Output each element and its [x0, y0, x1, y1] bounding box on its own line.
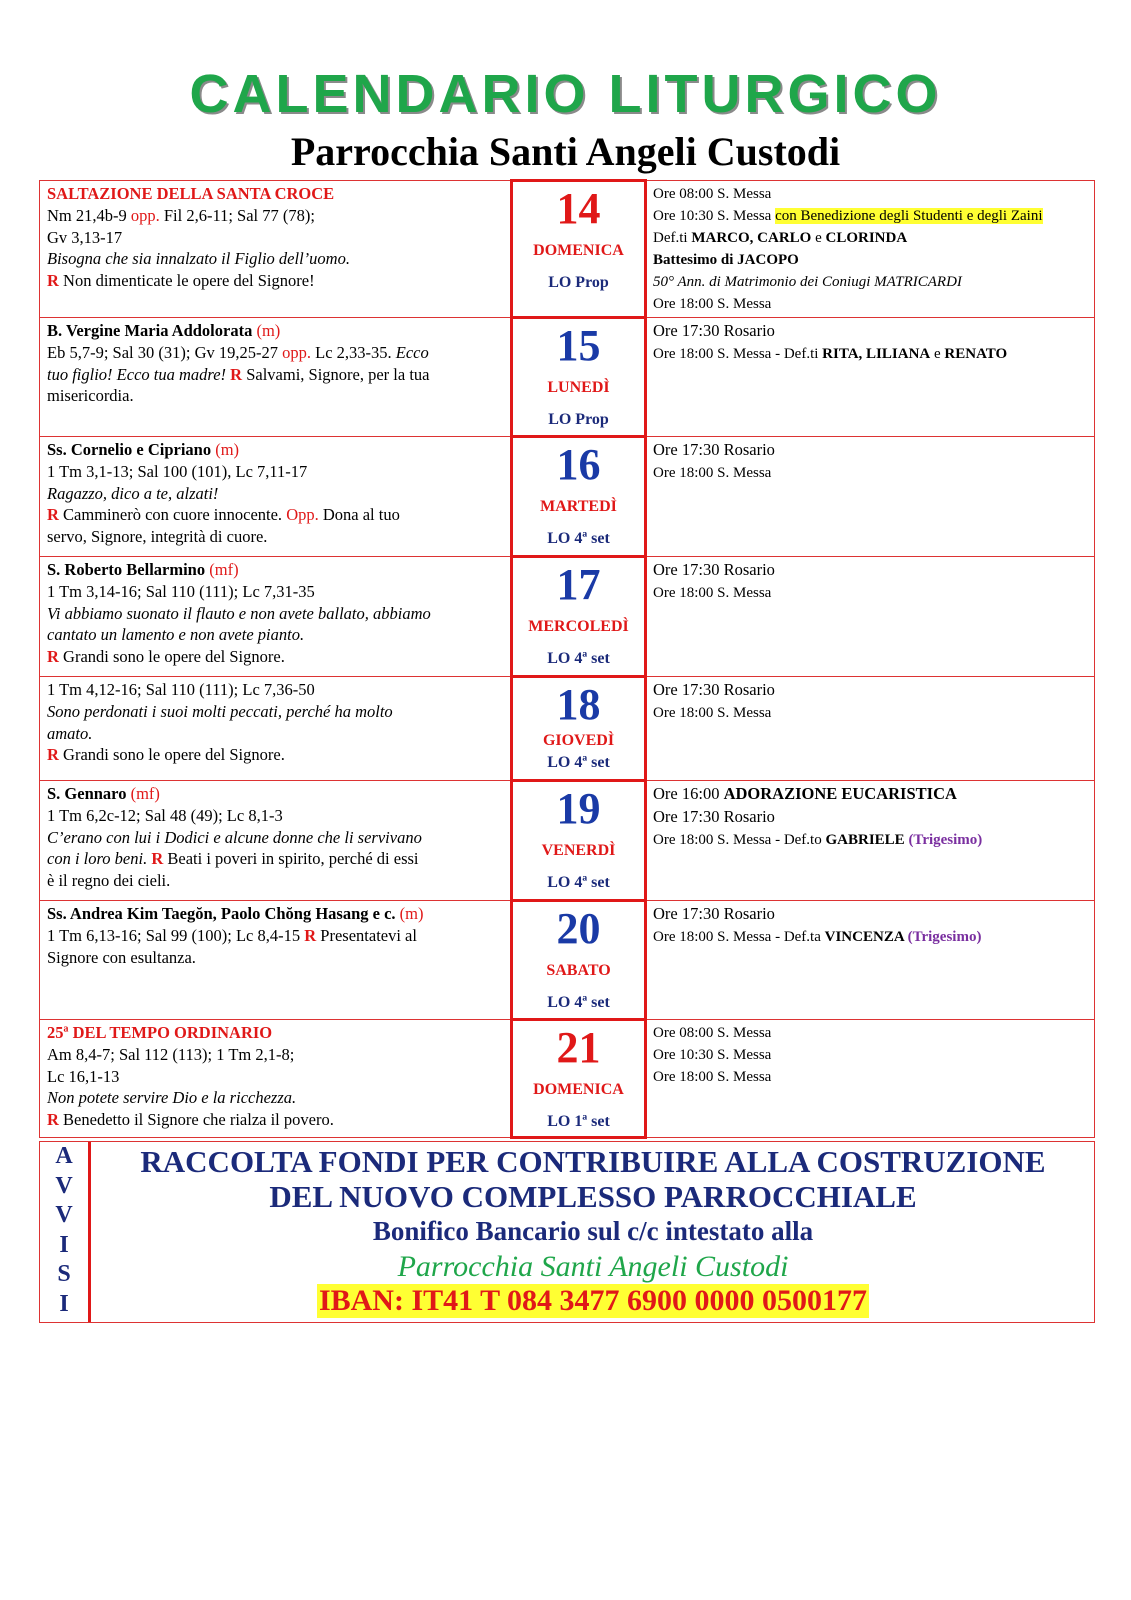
avvisi-box [39, 1141, 1095, 1323]
text-line [47, 783, 504, 805]
calendar-table [39, 179, 1095, 1139]
text-line [47, 701, 504, 723]
readings-cell [40, 181, 512, 318]
text-line [47, 504, 504, 526]
text-line [653, 462, 1088, 484]
text-segment: (mf) [126, 784, 160, 803]
day-row [40, 318, 1095, 437]
text-segment: Ore 10:30 S. Messa [653, 208, 776, 224]
text-line [653, 320, 1088, 343]
text-segment: Ore 10:30 S. Messa [653, 1047, 772, 1063]
text-line [47, 364, 504, 386]
text-line [653, 205, 1088, 227]
text-segment: Bisogna che sia innalzato il Figlio dell’uomo. [47, 249, 350, 269]
text-segment: Ore 16:00 [653, 784, 724, 803]
readings-cell [40, 901, 512, 1020]
text-segment: R [151, 849, 164, 869]
text-line [653, 439, 1088, 462]
text-segment: Ore 18:00 S. Messa - Def.ta [653, 929, 825, 945]
text-segment: Fil 2,6-11; Sal 77 (78); [159, 205, 315, 225]
text-line [653, 1044, 1088, 1066]
date-cell [512, 437, 646, 557]
day-row [40, 181, 1095, 318]
text-line [47, 805, 504, 827]
text-segment: Dona al tuo [318, 505, 400, 525]
text-segment: Ore 17:30 Rosario [653, 321, 775, 340]
text-line [653, 227, 1088, 249]
text-segment: Nm 21,4b-9 [47, 205, 131, 225]
text-segment: Ore 17:30 Rosario [653, 680, 775, 699]
text-line [653, 249, 1088, 271]
text-line [47, 183, 504, 205]
date-cell [512, 781, 646, 901]
text-segment: GABRIELE [825, 832, 905, 848]
text-line [653, 783, 1088, 806]
text-line [47, 1109, 504, 1131]
schedule-cell [646, 1020, 1095, 1138]
text-segment: S. Gennaro [47, 784, 127, 803]
text-line [653, 559, 1088, 582]
day-name: VENERDÌ [541, 842, 616, 859]
text-line [653, 702, 1088, 724]
text-line [653, 903, 1088, 926]
text-segment: è il regno dei cieli. [47, 871, 171, 891]
text-line [653, 806, 1088, 829]
text-segment: Ore 18:00 S. Messa [653, 705, 772, 721]
avvisi-line-2: DEL NUOVO COMPLESSO PARROCCHIALE [269, 1179, 917, 1214]
text-line [47, 270, 504, 292]
text-segment: Camminerò con cuore innocente. [58, 505, 287, 525]
text-segment: Ore 17:30 Rosario [653, 807, 775, 826]
iban: IBAN: IT41 T 084 3477 6900 0000 0500177 [318, 1284, 868, 1317]
liturgy-of-hours: LO 4ª set [547, 650, 610, 667]
text-segment: Ss. Andrea Kim Taegŏn, Paolo Chŏng Hasang e c. [47, 904, 396, 923]
liturgy-of-hours: LO Prop [548, 274, 609, 291]
text-segment: Battesimo di JACOPO [653, 252, 799, 268]
date-cell [512, 901, 646, 1020]
day-name: MERCOLEDÌ [528, 618, 629, 635]
text-line [653, 1022, 1088, 1044]
text-segment: Gv 3,13-17 [47, 227, 123, 247]
text-segment: Opp. [286, 505, 319, 525]
text-segment: Ore 17:30 Rosario [653, 904, 775, 923]
day-row [40, 437, 1095, 557]
text-line [653, 829, 1088, 851]
text-segment: (Trigesimo) [903, 929, 982, 945]
text-segment: Ore 18:00 S. Messa [653, 296, 772, 312]
text-line [653, 183, 1088, 205]
text-segment: Def.ti [653, 230, 692, 246]
text-segment: 1 Tm 3,14-16; Sal 110 (111); Lc 7,31-35 [47, 581, 315, 601]
text-segment: opp. [282, 342, 311, 362]
text-line [47, 903, 504, 925]
text-segment: (m) [395, 904, 424, 923]
text-segment: (m) [252, 321, 281, 340]
text-line [47, 744, 504, 766]
text-segment: Grandi sono le opere del Signore. [58, 647, 285, 667]
liturgy-of-hours: LO 4ª set [547, 994, 610, 1011]
day-name: MARTEDÌ [540, 498, 617, 515]
text-segment: Ore 08:00 S. Messa [653, 1025, 772, 1041]
page-subtitle: Parrocchia Santi Angeli Custodi [290, 129, 841, 174]
avvisi-content [92, 1144, 1094, 1318]
text-line [47, 342, 504, 364]
text-segment: Ecco [395, 342, 429, 362]
day-number: 19 [556, 784, 601, 833]
text-segment: Benedetto il Signore che rialza il povero. [58, 1110, 334, 1130]
page-title: CALENDARIO LITURGICO [189, 64, 942, 124]
text-segment: 50° Ann. di Matrimonio dei Coniugi MATRICARDI [653, 274, 962, 290]
text-line [47, 925, 504, 947]
readings-cell [40, 437, 512, 557]
avvisi-letter: V [55, 1172, 73, 1199]
text-segment: Am 8,4-7; Sal 112 (113); 1 Tm 2,1-8; [47, 1044, 295, 1064]
text-line [47, 461, 504, 483]
text-segment: VINCENZA [824, 929, 904, 945]
schedule-cell [646, 318, 1095, 437]
text-line [47, 723, 504, 745]
text-segment: tuo figlio! Ecco tua madre! [47, 364, 227, 384]
avvisi-line-4: Parrocchia Santi Angeli Custodi [397, 1250, 789, 1283]
text-segment: Non potete servire Dio e la ricchezza. [47, 1088, 297, 1108]
text-segment: MARCO, CARLO [691, 230, 812, 246]
text-segment: Ss. Cornelio e Cipriano [47, 440, 212, 459]
avvisi-letter: I [59, 1231, 69, 1258]
text-segment: ADORAZIONE EUCARISTICA [723, 784, 957, 803]
text-line [47, 848, 504, 870]
schedule-cell [646, 181, 1095, 318]
text-line [653, 271, 1088, 293]
date-cell [512, 318, 646, 437]
text-line [47, 320, 504, 342]
text-segment: misericordia. [47, 386, 134, 406]
text-segment: Ore 18:00 S. Messa - [653, 346, 784, 362]
day-name: LUNEDÌ [547, 379, 610, 396]
date-cell [512, 181, 646, 318]
schedule-cell [646, 677, 1095, 781]
day-name: DOMENICA [533, 1081, 624, 1098]
text-segment: Ore 08:00 S. Messa [653, 186, 772, 202]
text-line [47, 679, 504, 701]
text-segment: (m) [211, 440, 240, 459]
text-line [47, 385, 504, 407]
liturgy-of-hours: LO 1ª set [547, 1113, 610, 1130]
date-cell [512, 557, 646, 677]
date-cell [512, 677, 646, 781]
day-row [40, 677, 1095, 781]
text-segment: Lc 2,33-35. [310, 342, 396, 362]
text-segment: (mf) [205, 560, 239, 579]
text-segment: Ore 17:30 Rosario [653, 440, 775, 459]
text-line [47, 483, 504, 505]
text-line [47, 559, 504, 581]
text-segment: 1 Tm 6,13-16; Sal 99 (100); Lc 8,4-15 [47, 925, 305, 945]
text-segment: servo, Signore, integrità di cuore. [47, 527, 268, 547]
text-line [47, 870, 504, 892]
text-line [47, 205, 504, 227]
text-segment: R [230, 364, 243, 384]
text-segment: C’erano con lui i Dodici e alcune donne che li servivano [47, 827, 422, 847]
schedule-cell [646, 781, 1095, 901]
liturgy-of-hours: LO 4ª set [547, 874, 610, 891]
schedule-cell [646, 901, 1095, 1020]
text-line [47, 947, 504, 969]
text-segment: B. Vergine Maria Addolorata [47, 321, 253, 340]
text-segment: Vi abbiamo suonato il flauto e non avete ballato, abbiamo [47, 603, 431, 623]
avvisi-line-1: RACCOLTA FONDI PER CONTRIBUIRE ALLA COSTRUZIONE [140, 1144, 1046, 1179]
text-segment: Salvami, Signore, per la tua [242, 364, 430, 384]
text-segment: e [930, 346, 945, 362]
text-line [47, 1044, 504, 1066]
text-segment: Ore 18:00 S. Messa - Def.to [653, 832, 826, 848]
text-segment: Ore 18:00 S. Messa [653, 1069, 772, 1085]
readings-cell [40, 557, 512, 677]
readings-cell [40, 781, 512, 901]
text-line [47, 603, 504, 625]
text-segment: S. Roberto Bellarmino [47, 560, 206, 579]
text-segment: 1 Tm 4,12-16; Sal 110 (111); Lc 7,36-50 [47, 680, 315, 699]
text-segment: Eb 5,7-9; Sal 30 (31); Gv 19,25-27 [47, 342, 283, 362]
text-line [653, 293, 1088, 315]
text-segment: e [811, 230, 826, 246]
text-line [47, 1066, 504, 1088]
day-number: 17 [556, 560, 601, 609]
day-name: DOMENICA [533, 242, 624, 259]
liturgy-of-hours: LO 4ª set [547, 754, 610, 771]
text-segment: Sono perdonati i suoi molti peccati, perché ha molto [47, 701, 393, 721]
text-segment: Ragazzo, dico a te, alzati! [47, 483, 219, 503]
text-segment: Beati i poveri in spirito, perché di essi [163, 849, 419, 869]
text-segment: R [47, 1110, 59, 1130]
readings-cell [40, 1020, 512, 1138]
day-number: 15 [556, 321, 601, 370]
text-line [653, 1066, 1088, 1088]
text-line [47, 526, 504, 548]
day-number: 20 [556, 904, 601, 953]
text-line [653, 582, 1088, 604]
text-segment: con Benedizione degli Studenti e degli Zaini [775, 208, 1043, 224]
text-segment: R [47, 647, 59, 667]
text-segment: 1 Tm 6,2c-12; Sal 48 (49); Lc 8,1-3 [47, 805, 283, 825]
text-segment: Ore 17:30 Rosario [653, 560, 775, 579]
text-segment: opp. [130, 205, 160, 225]
text-segment: RITA, LILIANA [818, 346, 931, 362]
day-name: GIOVEDÌ [542, 732, 615, 749]
text-segment: cantato un lamento e non avete pianto. [47, 625, 305, 645]
text-segment: Ore 18:00 S. Messa [653, 585, 772, 601]
text-line [653, 926, 1088, 948]
day-number: 21 [556, 1023, 601, 1072]
text-segment: con i loro beni. [47, 849, 148, 869]
liturgy-of-hours: LO 4ª set [547, 530, 610, 547]
text-segment: R [47, 505, 59, 525]
date-cell [512, 1020, 646, 1138]
text-segment: R [47, 271, 59, 291]
text-segment: 25ª DEL TEMPO ORDINARIO [47, 1023, 273, 1042]
liturgy-of-hours: LO Prop [548, 411, 609, 428]
avvisi-letter: A [55, 1143, 73, 1169]
day-name: SABATO [546, 962, 611, 979]
text-segment: RENATO [944, 346, 1008, 362]
day-row [40, 557, 1095, 677]
day-row [40, 781, 1095, 901]
text-line [653, 679, 1088, 702]
day-number: 14 [556, 184, 601, 233]
text-segment: Signore con esultanza. [47, 947, 196, 967]
day-row [40, 901, 1095, 1020]
text-segment: CLORINDA [825, 230, 908, 246]
text-segment: R [304, 925, 317, 945]
avvisi-letter: I [59, 1290, 69, 1317]
text-segment: Lc 16,1-13 [47, 1066, 120, 1086]
text-segment: Presentatevi al [316, 925, 417, 945]
text-segment: (Trigesimo) [904, 832, 983, 848]
text-line [47, 439, 504, 461]
text-line [653, 343, 1088, 365]
text-line [47, 248, 504, 270]
avvisi-line-3: Bonifico Bancario sul c/c intestato alla [372, 1216, 814, 1246]
text-line [47, 227, 504, 249]
schedule-cell [646, 437, 1095, 557]
schedule-cell [646, 557, 1095, 677]
text-segment: R [47, 745, 59, 765]
text-line [47, 624, 504, 646]
day-row [40, 1020, 1095, 1138]
text-line [47, 646, 504, 668]
text-segment: Def.ti [783, 346, 819, 362]
text-segment: SALTAZIONE DELLA SANTA CROCE [47, 184, 335, 203]
readings-cell [40, 677, 512, 781]
text-segment: amato. [47, 723, 93, 743]
text-line [47, 1087, 504, 1109]
text-line [47, 827, 504, 849]
text-segment: Grandi sono le opere del Signore. [58, 745, 285, 765]
text-segment: Non dimenticate le opere del Signore! [58, 271, 315, 291]
text-line [47, 1022, 504, 1044]
avvisi-letter: S [57, 1261, 71, 1287]
readings-cell [40, 318, 512, 437]
text-segment: Ore 18:00 S. Messa [653, 465, 772, 481]
text-line [47, 581, 504, 603]
text-segment: 1 Tm 3,1-13; Sal 100 (101), Lc 7,11-17 [47, 461, 308, 481]
avvisi-label [40, 1142, 91, 1322]
avvisi-letter: V [55, 1202, 73, 1228]
day-number: 18 [556, 680, 601, 729]
day-number: 16 [556, 440, 601, 489]
